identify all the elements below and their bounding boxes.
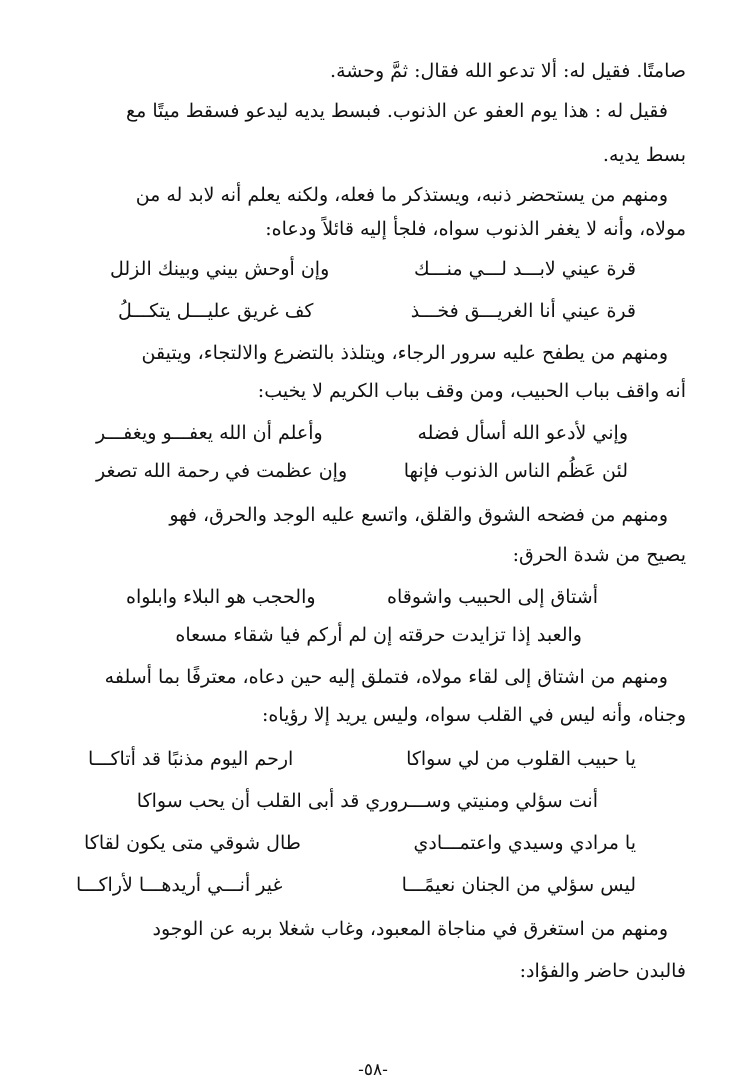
verse-hemistich-first: يا مرادي وسيدي واعتمـــادي [413,832,636,854]
verse-hemistich-second: والحجب هو البلاء وابلواه [126,586,316,608]
verse-hemistich-second: وأعلم أن الله يعفـــو ويغفـــر [96,422,323,444]
verse-hemistich-first: أشتاق إلى الحبيب واشوقاه [387,586,598,608]
verse-hemistich-second: طال شوقي متى يكون لقاكا [84,832,301,854]
verse-hemistich-second: غير أنـــي أريدهـــا لأراكـــا [76,874,283,896]
verse-hemistich-second: وإن أوحش بيني وبينك الزلل [110,258,330,280]
text-line: ومنهم من يطفح عليه سرور الرجاء، ويتلذذ بالتضرع والالتجاء، ويتيقن [141,342,668,364]
page-number: -٥٨- [358,1060,388,1080]
verse-line: والعبد إذا تزايدت حرقته إن لم أركم فيا شقاء مسعاه [175,624,582,646]
verse-hemistich-second: وإن عظمت في رحمة الله تصغر [96,460,348,482]
verse-hemistich-first: ليس سؤلي من الجنان نعيمًـــا [401,874,636,896]
text-line: فالبدن حاضر والفؤاد: [519,960,686,982]
verse-hemistich-second: ارحم اليوم مذنبًا قد أتاكـــا [88,748,294,770]
verse-hemistich-first: قرة عيني أنا الغريـــق فخـــذ [410,300,636,322]
verse-hemistich-second: كف غريق عليـــل يتكـــلُ [118,300,314,322]
verse-hemistich-first: قرة عيني لابـــد لـــي منـــك [413,258,636,280]
text-line: ومنهم من فضحه الشوق والقلق، واتسع عليه الوجد والحرق، فهو [169,504,668,526]
verse-line: أنت سؤلي ومنيتي وســـروري قد أبى القلب أن يحب سواكا [136,790,598,812]
text-line: وجناه، وأنه ليس في القلب سواه، وليس يريد إلا رؤياه: [261,704,686,726]
text-line: أنه واقف بباب الحبيب، ومن وقف بباب الكريم لا يخيب: [257,380,686,402]
text-line: صامتًا. فقيل له: ألا تدعو الله فقال: ثمَّ وحشة. [330,60,686,82]
text-line: مولاه، وأنه لا يغفر الذنوب سواه، فلجأ إليه قائلاً ودعاه: [265,218,686,240]
text-line: ومنهم من استغرق في مناجاة المعبود، وغاب شغلا بربه عن الوجود [152,918,668,940]
verse-hemistich-first: وإني لأدعو الله أسأل فضله [417,422,628,444]
text-line: ومنهم من اشتاق إلى لقاء مولاه، فتملق إليه حين دعاه، معترفًا بما أسلفه [104,666,668,688]
text-line: ومنهم من يستحضر ذنبه، ويستذكر ما فعله، ولكنه يعلم أنه لابد له من [135,184,668,206]
text-line: بسط يديه. [602,144,686,166]
text-line: فقيل له : هذا يوم العفو عن الذنوب. فبسط يديه ليدعو فسقط ميتًا مع [126,100,668,122]
text-line: يصيح من شدة الحرق: [512,544,686,566]
verse-hemistich-first: يا حبيب القلوب من لي سواكا [406,748,636,770]
verse-hemistich-first: لئن عَظُم الناس الذنوب فإنها [403,460,628,482]
